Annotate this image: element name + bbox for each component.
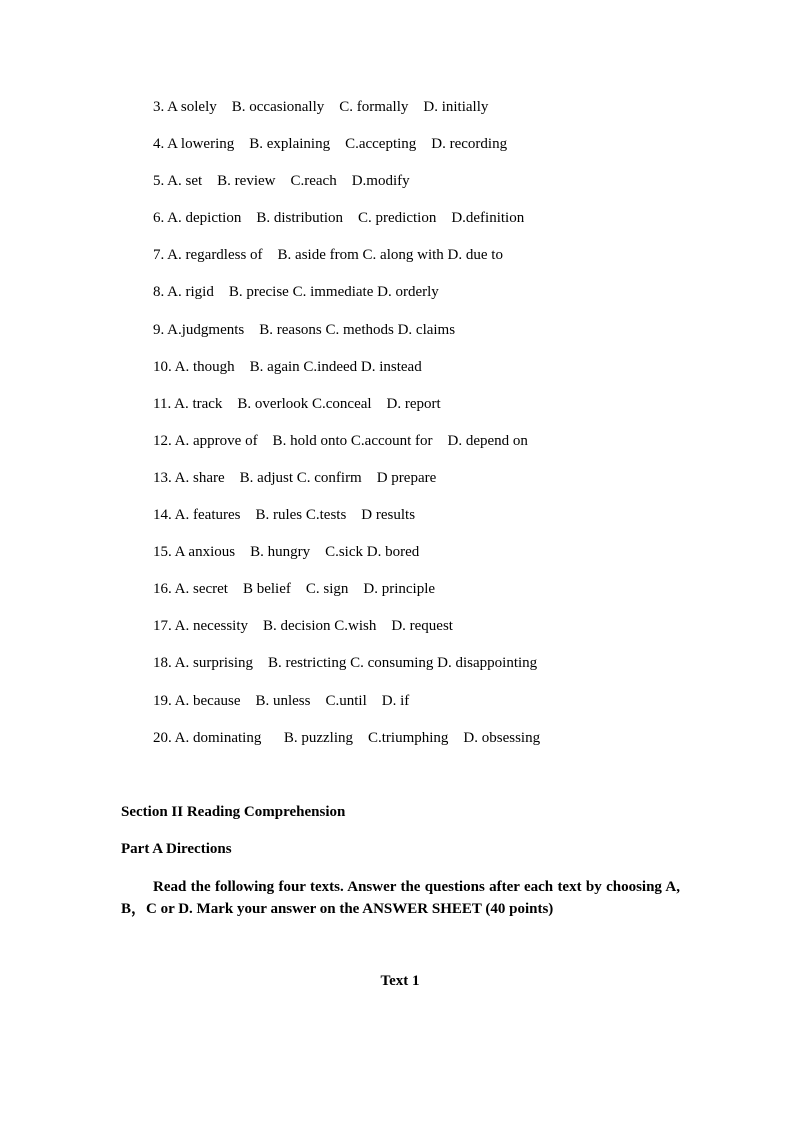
option-line-19: 19. A. because B. unless C.until D. if	[153, 692, 410, 709]
option-line-12: 12. A. approve of B. hold onto C.account for D. depend on	[153, 432, 528, 449]
option-line-10: 10. A. though B. again C.indeed D. instead	[153, 358, 422, 375]
option-line-17: 17. A. necessity B. decision C.wish D. request	[153, 618, 453, 635]
section-title: Section II Reading Comprehension	[121, 804, 346, 820]
option-line-7: 7. A. regardless of B. aside from C. along with D. due to	[153, 247, 503, 264]
option-line-4: 4. A lowering B. explaining C.accepting D. recording	[153, 136, 508, 153]
option-line-16: 16. A. secret B belief C. sign D. principle	[153, 581, 436, 598]
option-line-5: 5. A. set B. review C.reach D.modify	[153, 173, 410, 190]
text-title: Text 1	[380, 973, 420, 989]
directions-paragraph: Read the following four texts. Answer the questions after each text by choosing A, B，C or D. Mark your answer on the ANSWER SHEET (40 points)	[121, 879, 680, 917]
option-line-11: 11. A. track B. overlook C.conceal D. report	[153, 395, 441, 412]
option-line-14: 14. A. features B. rules C.tests D results	[153, 507, 416, 524]
option-line-13: 13. A. share B. adjust C. confirm D prepare	[153, 469, 437, 486]
option-line-20: 20. A. dominating B. puzzling C.triumphing D. obsessing	[153, 729, 541, 746]
part-title: Part A Directions	[121, 841, 232, 857]
option-line-3: 3. A solely B. occasionally C. formally D. initially	[153, 99, 489, 115]
option-line-15: 15. A anxious B. hungry C.sick D. bored	[153, 544, 420, 561]
option-line-6: 6. A. depiction B. distribution C. prediction D.definition	[153, 210, 525, 227]
option-line-9: 9. A.judgments B. reasons C. methods D. claims	[153, 321, 456, 338]
option-line-8: 8. A. rigid B. precise C. immediate D. orderly	[153, 284, 439, 301]
option-line-18: 18. A. surprising B. restricting C. consuming D. disappointing	[153, 655, 538, 672]
answer-options-list	[153, 97, 713, 765]
